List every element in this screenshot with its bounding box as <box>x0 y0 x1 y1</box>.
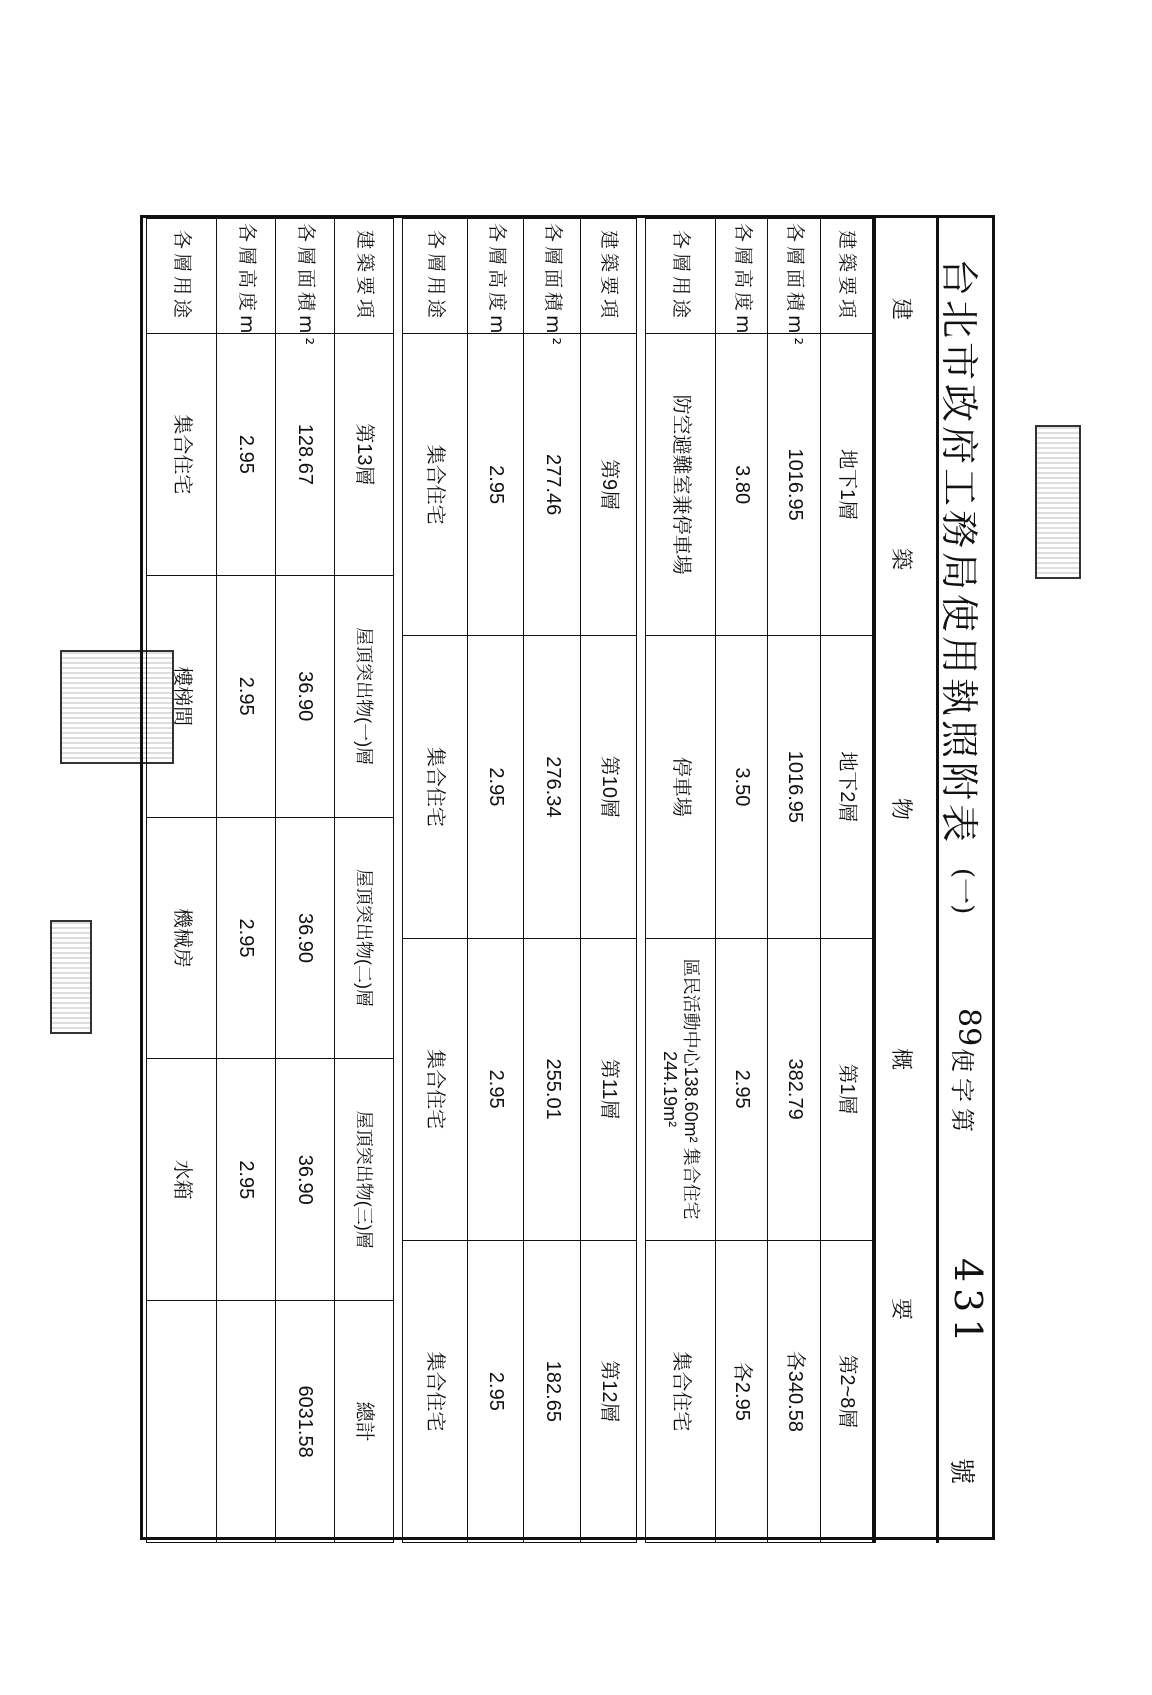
side-label-char: 概 <box>888 1048 913 1071</box>
table-row <box>580 219 636 1543</box>
table-cell: 屋頂突出物(二)層 <box>335 817 394 1059</box>
row-header: 各層面積m² <box>524 219 580 334</box>
table-row <box>217 219 276 1543</box>
table-row <box>403 219 468 1543</box>
license-prefix: 使字第 <box>948 1048 976 1138</box>
table-cell: 集合住宅 <box>147 334 217 576</box>
table-cell: 集合住宅 <box>403 1240 468 1542</box>
table-cell: 總計 <box>335 1301 394 1543</box>
table-cell: 各2.95 <box>716 1240 768 1542</box>
table-cell: 第10層 <box>580 636 636 938</box>
table-cell: 防空避難室兼停車場 <box>646 334 716 636</box>
table-cell: 屋頂突出物(三)層 <box>335 1059 394 1301</box>
table-cell: 2.95 <box>716 938 768 1240</box>
seal-stamp-right <box>1035 425 1081 579</box>
row-header: 各層面積m² <box>276 219 335 334</box>
table-cell: 255.01 <box>524 938 580 1240</box>
table-row <box>335 219 394 1543</box>
side-label-char: 物 <box>888 798 913 821</box>
table-cell: 1016.95 <box>768 636 820 938</box>
floor-table-block-1 <box>645 218 873 1543</box>
license-serial: 431 <box>946 1258 990 1349</box>
table-cell: 地下2層 <box>820 636 872 938</box>
table-cell: 集合住宅 <box>403 938 468 1240</box>
table-cell: 2.95 <box>468 334 524 636</box>
row-header: 各層高度m <box>468 219 524 334</box>
table-cell: 各340.58 <box>768 1240 820 1542</box>
table-cell: 第11層 <box>580 938 636 1240</box>
table-cell: 2.95 <box>468 636 524 938</box>
row-header: 各層高度m <box>716 219 768 334</box>
floor-table-block-2 <box>402 218 637 1543</box>
license-attachment-table <box>140 215 995 1540</box>
table-cell: 382.79 <box>768 938 820 1240</box>
side-label-char: 要 <box>888 1298 913 1321</box>
table-cell: 集合住宅 <box>403 334 468 636</box>
row-header: 建築要項 <box>335 219 394 334</box>
table-cell: 水箱 <box>147 1059 217 1301</box>
table-cell: 2.95 <box>217 817 276 1059</box>
table-cell: 1016.95 <box>768 334 820 636</box>
table-cell: 第12層 <box>580 1240 636 1542</box>
license-year: 89 <box>951 1008 986 1047</box>
side-label-row <box>873 218 936 1543</box>
table-cell: 第13層 <box>335 334 394 576</box>
table-cell: 樓梯間 <box>147 575 217 817</box>
table-cell: 地下1層 <box>820 334 872 636</box>
table-row <box>524 219 580 1543</box>
table-row <box>820 219 872 1543</box>
table-cell: 屋頂突出物(一)層 <box>335 575 394 817</box>
floor-table-block-3 <box>146 218 394 1543</box>
table-cell: 277.46 <box>524 334 580 636</box>
table-cell: 2.95 <box>217 575 276 817</box>
rotated-content <box>143 218 998 1543</box>
table-cell <box>217 1301 276 1543</box>
table-cell: 3.80 <box>716 334 768 636</box>
table-cell: 第9層 <box>580 334 636 636</box>
table-cell: 停車場 <box>646 636 716 938</box>
table-cell: 機械房 <box>147 817 217 1059</box>
table-row <box>768 219 820 1543</box>
table-cell: 36.90 <box>276 575 335 817</box>
document-title: 台北市政府工務局使用執照附表 <box>937 258 981 847</box>
title-number: (一) <box>948 868 978 915</box>
table-cell: 2.95 <box>217 334 276 576</box>
row-header: 各層用途 <box>646 219 716 334</box>
row-header: 各層用途 <box>147 219 217 334</box>
row-header: 建築要項 <box>820 219 872 334</box>
table-cell: 128.67 <box>276 334 335 576</box>
table-row <box>468 219 524 1543</box>
table-row <box>716 219 768 1543</box>
table-cell: 集合住宅 <box>646 1240 716 1542</box>
table-cell: 2.95 <box>468 938 524 1240</box>
table-cell: 第1層 <box>820 938 872 1240</box>
title-row <box>936 218 998 1543</box>
table-cell: 3.50 <box>716 636 768 938</box>
table-cell: 第2~8層 <box>820 1240 872 1542</box>
table-row <box>276 219 335 1543</box>
table-cell: 36.90 <box>276 817 335 1059</box>
side-label-char: 築 <box>888 548 913 571</box>
license-suffix: 號 <box>946 1458 976 1485</box>
row-header: 各層用途 <box>403 219 468 334</box>
table-cell: 區民活動中心138.60m² 集合住宅244.19m² <box>646 938 716 1240</box>
table-cell: 2.95 <box>468 1240 524 1542</box>
row-header: 建築要項 <box>580 219 636 334</box>
table-cell: 6031.58 <box>276 1301 335 1543</box>
row-header: 各層高度m <box>217 219 276 334</box>
table-cell <box>147 1301 217 1543</box>
table-cell: 182.65 <box>524 1240 580 1542</box>
row-header: 各層面積m² <box>768 219 820 334</box>
table-row <box>646 219 716 1543</box>
table-cell: 集合住宅 <box>403 636 468 938</box>
table-cell: 36.90 <box>276 1059 335 1301</box>
side-label-char: 建 <box>888 298 913 321</box>
table-cell: 276.34 <box>524 636 580 938</box>
seal-stamp-small <box>50 920 92 1034</box>
table-row <box>147 219 217 1543</box>
table-cell: 2.95 <box>217 1059 276 1301</box>
